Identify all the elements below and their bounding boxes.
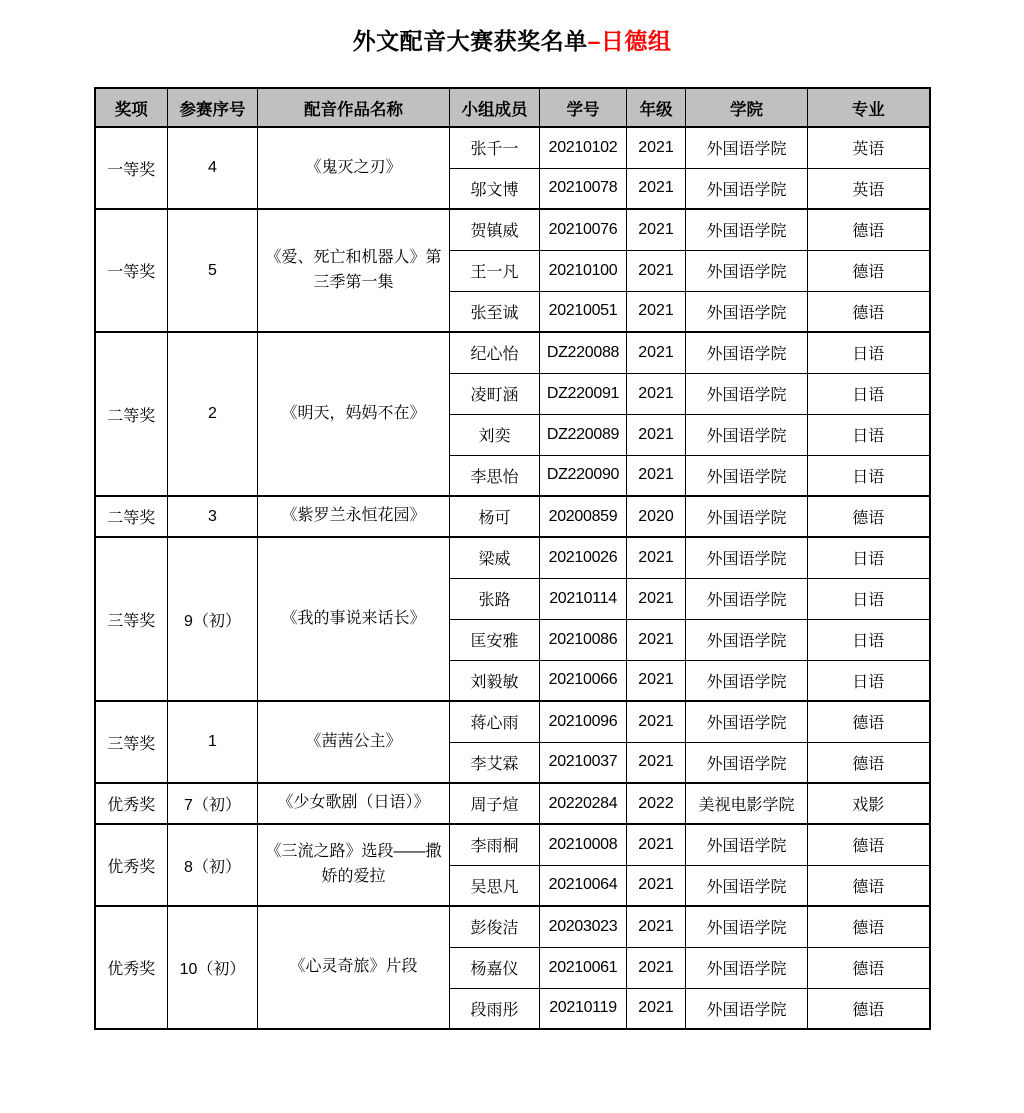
member-name-cell: 匡安雅: [450, 619, 540, 660]
member-name-cell: 张至诚: [450, 291, 540, 332]
grade-cell: 2021: [627, 742, 686, 783]
entry-no-cell: 10（初）: [168, 906, 258, 1029]
awards-table: [94, 87, 931, 1030]
grade-cell: 2021: [627, 250, 686, 291]
table-row: [95, 537, 930, 578]
table-row: [95, 127, 930, 168]
work-title-cell: 《心灵奇旅》片段: [258, 906, 450, 1029]
major-cell: 德语: [808, 496, 930, 537]
college-cell: 外国语学院: [686, 168, 808, 209]
table-row: [95, 332, 930, 373]
student-id-cell: 20210102: [540, 127, 627, 168]
grade-cell: 2021: [627, 906, 686, 947]
major-cell: 日语: [808, 578, 930, 619]
entry-no-cell: 1: [168, 701, 258, 783]
member-name-cell: 纪心怡: [450, 332, 540, 373]
member-name-cell: 刘毅敏: [450, 660, 540, 701]
member-name-cell: 李思怡: [450, 455, 540, 496]
work-title-cell: 《明天，妈妈不在》: [258, 332, 450, 496]
member-name-cell: 邬文博: [450, 168, 540, 209]
college-cell: 外国语学院: [686, 947, 808, 988]
member-name-cell: 梁威: [450, 537, 540, 578]
title-main: 外文配音大赛获奖名单: [352, 28, 588, 54]
member-name-cell: 凌町涵: [450, 373, 540, 414]
grade-cell: 2022: [627, 783, 686, 824]
student-id-cell: DZ220088: [540, 332, 627, 373]
member-name-cell: 杨可: [450, 496, 540, 537]
college-cell: 外国语学院: [686, 209, 808, 250]
table-row: [95, 209, 930, 250]
column-header: 奖项: [95, 88, 168, 127]
work-title-cell: 《茜茜公主》: [258, 701, 450, 783]
grade-cell: 2021: [627, 414, 686, 455]
column-header: 学院: [686, 88, 808, 127]
column-header: 年级: [627, 88, 686, 127]
college-cell: 外国语学院: [686, 619, 808, 660]
grade-cell: 2021: [627, 701, 686, 742]
student-id-cell: 20210026: [540, 537, 627, 578]
major-cell: 戏影: [808, 783, 930, 824]
student-id-cell: 20210064: [540, 865, 627, 906]
column-header: 学号: [540, 88, 627, 127]
entry-no-cell: 8（初）: [168, 824, 258, 906]
grade-cell: 2021: [627, 537, 686, 578]
student-id-cell: 20220284: [540, 783, 627, 824]
member-name-cell: 李艾霖: [450, 742, 540, 783]
major-cell: 德语: [808, 742, 930, 783]
college-cell: 外国语学院: [686, 660, 808, 701]
grade-cell: 2021: [627, 947, 686, 988]
grade-cell: 2021: [627, 619, 686, 660]
college-cell: 外国语学院: [686, 742, 808, 783]
college-cell: 外国语学院: [686, 701, 808, 742]
major-cell: 德语: [808, 209, 930, 250]
member-name-cell: 吴思凡: [450, 865, 540, 906]
table-row: [95, 824, 930, 865]
college-cell: 外国语学院: [686, 578, 808, 619]
major-cell: 日语: [808, 660, 930, 701]
awards-table-body: [95, 127, 930, 1029]
page-title: [0, 26, 1024, 56]
entry-no-cell: 9（初）: [168, 537, 258, 701]
column-header: 专业: [808, 88, 930, 127]
work-title-cell: 《紫罗兰永恒花园》: [258, 496, 450, 537]
table-row: [95, 783, 930, 824]
college-cell: 外国语学院: [686, 291, 808, 332]
student-id-cell: 20210008: [540, 824, 627, 865]
member-name-cell: 张路: [450, 578, 540, 619]
student-id-cell: DZ220089: [540, 414, 627, 455]
student-id-cell: 20200859: [540, 496, 627, 537]
award-cell: 二等奖: [95, 332, 168, 496]
student-id-cell: 20203023: [540, 906, 627, 947]
grade-cell: 2021: [627, 209, 686, 250]
entry-no-cell: 4: [168, 127, 258, 209]
work-title-cell: 《三流之路》选段——撒娇的爱拉: [258, 824, 450, 906]
major-cell: 德语: [808, 250, 930, 291]
work-title-cell: 《少女歌剧（日语）》: [258, 783, 450, 824]
major-cell: 德语: [808, 865, 930, 906]
column-header: 配音作品名称: [258, 88, 450, 127]
major-cell: 日语: [808, 455, 930, 496]
entry-no-cell: 3: [168, 496, 258, 537]
major-cell: 德语: [808, 291, 930, 332]
member-name-cell: 杨嘉仪: [450, 947, 540, 988]
student-id-cell: 20210066: [540, 660, 627, 701]
award-cell: 一等奖: [95, 127, 168, 209]
entry-no-cell: 7（初）: [168, 783, 258, 824]
college-cell: 外国语学院: [686, 537, 808, 578]
college-cell: 外国语学院: [686, 455, 808, 496]
member-name-cell: 张千一: [450, 127, 540, 168]
award-cell: 优秀奖: [95, 783, 168, 824]
grade-cell: 2021: [627, 168, 686, 209]
college-cell: 外国语学院: [686, 127, 808, 168]
table-row: [95, 906, 930, 947]
college-cell: 美视电影学院: [686, 783, 808, 824]
college-cell: 外国语学院: [686, 332, 808, 373]
student-id-cell: 20210119: [540, 988, 627, 1029]
major-cell: 德语: [808, 988, 930, 1029]
grade-cell: 2021: [627, 578, 686, 619]
member-name-cell: 蒋心雨: [450, 701, 540, 742]
entry-no-cell: 5: [168, 209, 258, 332]
major-cell: 德语: [808, 824, 930, 865]
major-cell: 日语: [808, 373, 930, 414]
work-title-cell: 《爱、死亡和机器人》第三季第一集: [258, 209, 450, 332]
student-id-cell: 20210076: [540, 209, 627, 250]
college-cell: 外国语学院: [686, 496, 808, 537]
table-header-row: [95, 88, 930, 127]
student-id-cell: 20210114: [540, 578, 627, 619]
college-cell: 外国语学院: [686, 250, 808, 291]
college-cell: 外国语学院: [686, 373, 808, 414]
award-cell: 三等奖: [95, 537, 168, 701]
major-cell: 英语: [808, 168, 930, 209]
student-id-cell: DZ220091: [540, 373, 627, 414]
grade-cell: 2020: [627, 496, 686, 537]
student-id-cell: 20210037: [540, 742, 627, 783]
grade-cell: 2021: [627, 127, 686, 168]
student-id-cell: DZ220090: [540, 455, 627, 496]
grade-cell: 2021: [627, 988, 686, 1029]
table-row: [95, 496, 930, 537]
grade-cell: 2021: [627, 660, 686, 701]
grade-cell: 2021: [627, 455, 686, 496]
award-cell: 二等奖: [95, 496, 168, 537]
major-cell: 德语: [808, 701, 930, 742]
college-cell: 外国语学院: [686, 906, 808, 947]
major-cell: 德语: [808, 947, 930, 988]
member-name-cell: 周子煊: [450, 783, 540, 824]
college-cell: 外国语学院: [686, 414, 808, 455]
work-title-cell: 《鬼灭之刃》: [258, 127, 450, 209]
award-cell: 优秀奖: [95, 824, 168, 906]
grade-cell: 2021: [627, 332, 686, 373]
member-name-cell: 段雨彤: [450, 988, 540, 1029]
member-name-cell: 贺镇威: [450, 209, 540, 250]
entry-no-cell: 2: [168, 332, 258, 496]
member-name-cell: 彭俊洁: [450, 906, 540, 947]
award-cell: 三等奖: [95, 701, 168, 783]
grade-cell: 2021: [627, 824, 686, 865]
grade-cell: 2021: [627, 373, 686, 414]
college-cell: 外国语学院: [686, 824, 808, 865]
table-row: [95, 701, 930, 742]
award-cell: 一等奖: [95, 209, 168, 332]
member-name-cell: 李雨桐: [450, 824, 540, 865]
major-cell: 德语: [808, 906, 930, 947]
grade-cell: 2021: [627, 291, 686, 332]
column-header: 小组成员: [450, 88, 540, 127]
college-cell: 外国语学院: [686, 988, 808, 1029]
student-id-cell: 20210078: [540, 168, 627, 209]
major-cell: 日语: [808, 332, 930, 373]
member-name-cell: 刘奕: [450, 414, 540, 455]
major-cell: 日语: [808, 537, 930, 578]
major-cell: 日语: [808, 619, 930, 660]
member-name-cell: 王一凡: [450, 250, 540, 291]
column-header: 参赛序号: [168, 88, 258, 127]
student-id-cell: 20210061: [540, 947, 627, 988]
student-id-cell: 20210051: [540, 291, 627, 332]
work-title-cell: 《我的事说来话长》: [258, 537, 450, 701]
college-cell: 外国语学院: [686, 865, 808, 906]
student-id-cell: 20210096: [540, 701, 627, 742]
award-cell: 优秀奖: [95, 906, 168, 1029]
title-highlight: –日德组: [587, 28, 672, 54]
grade-cell: 2021: [627, 865, 686, 906]
student-id-cell: 20210086: [540, 619, 627, 660]
student-id-cell: 20210100: [540, 250, 627, 291]
major-cell: 英语: [808, 127, 930, 168]
major-cell: 日语: [808, 414, 930, 455]
